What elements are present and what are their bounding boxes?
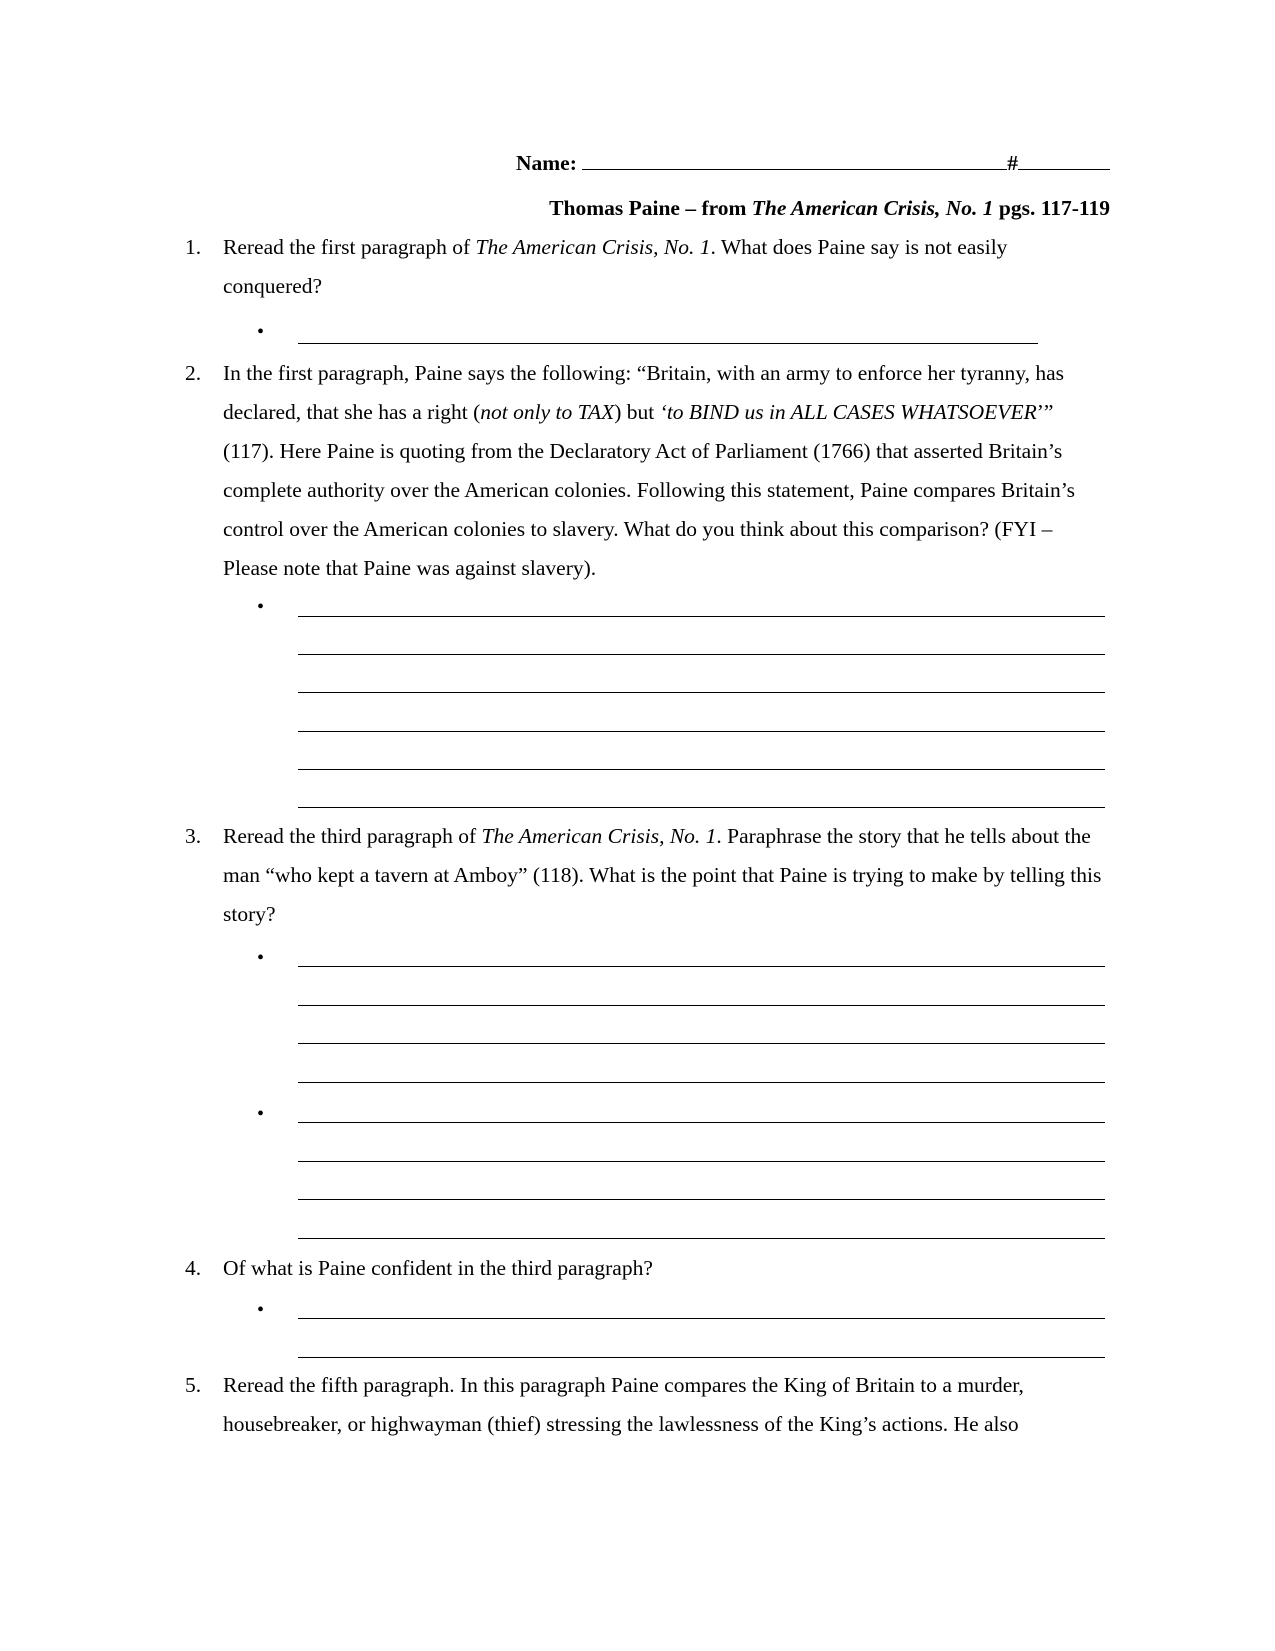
bullet: • (257, 596, 265, 618)
answer-line[interactable] (298, 1357, 1105, 1358)
q3-text-part: . Paraphrase the story that he tells about the man “who kept a tavern at Amboy” (118). What is the point that Paine is trying to make by telling this story? (223, 824, 1102, 926)
question-number: 3. (185, 824, 202, 848)
answer-line[interactable] (298, 1122, 1105, 1123)
q3-work-title: The American Crisis, No. 1 (481, 824, 717, 848)
answer-line[interactable] (298, 1238, 1105, 1239)
q2-italic-part: not only to TAX (480, 400, 615, 424)
bullet: • (257, 321, 265, 343)
name-field-row (516, 150, 1110, 176)
name-label: Name: (515, 151, 577, 175)
title-prefix: Thomas Paine – from (549, 196, 752, 220)
answer-line[interactable] (298, 769, 1105, 770)
answer-line[interactable] (298, 692, 1105, 693)
q2-italic-quote: ‘to BIND us in ALL CASES WHATSOEVER (659, 400, 1037, 424)
question-number: 1. (185, 235, 202, 259)
worksheet-title (549, 196, 1110, 221)
question-number: 5. (185, 1373, 202, 1397)
question-3-text (223, 817, 1103, 934)
question-4-text (223, 1249, 1103, 1288)
q1-text-part: . What does Paine say is not easily conquered? (223, 235, 1008, 298)
question-number: 4. (185, 1256, 202, 1280)
question-5-text (223, 1366, 1103, 1444)
answer-line[interactable] (298, 1318, 1105, 1319)
bullet: • (257, 1103, 265, 1125)
q1-work-title: The American Crisis, No. 1 (475, 235, 711, 259)
number-blank[interactable] (1018, 150, 1110, 170)
answer-line[interactable] (298, 1082, 1105, 1083)
q4-text-part: Of what is Paine confident in the third paragraph? (223, 1256, 653, 1280)
title-pages: pgs. 117-119 (993, 196, 1110, 220)
answer-line[interactable] (298, 1199, 1105, 1200)
q2-text-part: In the first paragraph, Paine says the following: “Britain, with an army to enforce her tyranny, has declared, that she has a right ( (223, 361, 1065, 424)
q2-text-part: ) but (614, 400, 660, 424)
name-blank[interactable] (582, 150, 1007, 170)
answer-line[interactable] (298, 966, 1105, 967)
q3-text-part: Reread the third paragraph of (223, 824, 482, 848)
answer-line[interactable] (298, 1161, 1105, 1162)
answer-line[interactable] (298, 654, 1105, 655)
answer-line[interactable] (298, 1043, 1105, 1044)
q1-text-part: Reread the first paragraph of (223, 235, 476, 259)
answer-line[interactable] (298, 343, 1038, 344)
title-work: The American Crisis, No. 1 (751, 196, 994, 220)
answer-line[interactable] (298, 616, 1105, 617)
number-label: # (1007, 151, 1018, 175)
answer-line[interactable] (298, 807, 1105, 808)
bullet: • (257, 1299, 265, 1321)
q5-text-part: Reread the fifth paragraph. In this paragraph Paine compares the King of Britain to a murder, housebreaker, or highwayman (thief) stressing the lawlessness of the King’s actions. He also (223, 1373, 1024, 1436)
answer-line[interactable] (298, 731, 1105, 732)
bullet: • (257, 947, 265, 969)
question-number: 2. (185, 361, 202, 385)
answer-line[interactable] (298, 1005, 1105, 1006)
question-2-text (223, 354, 1103, 588)
question-1-text (223, 228, 1103, 306)
q2-text-part: ’” (117). Here Paine is quoting from the Declaratory Act of Parliament (1766) that asserted Britain’s complete authority over the American colonies. Following this statement, Paine compares Britain’s control over the American colonies to slavery. What do you think about this comparison? (FYI – Please note that Paine was against slavery). (223, 400, 1076, 580)
